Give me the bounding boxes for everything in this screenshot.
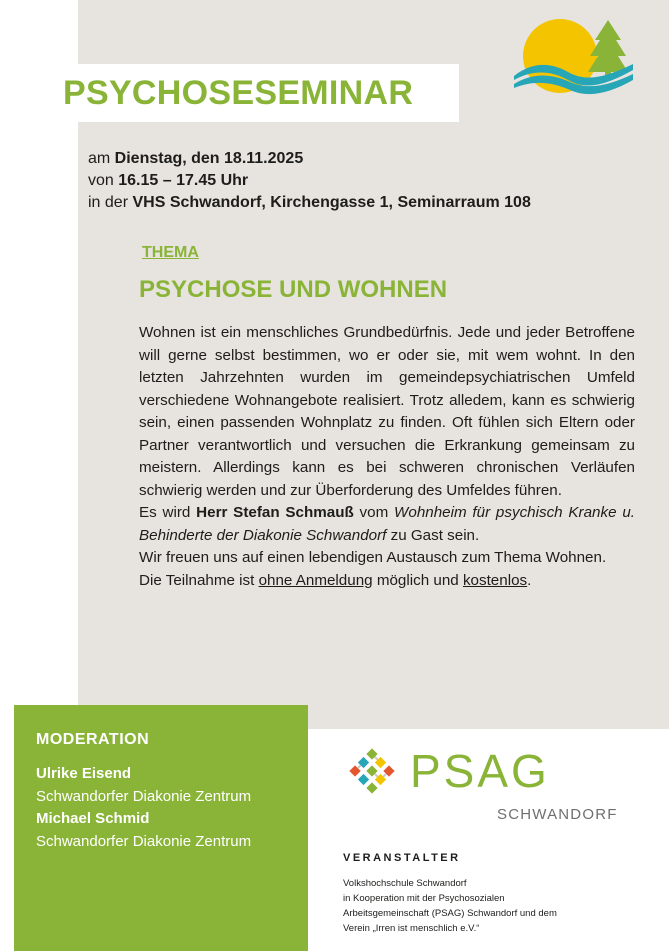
topic-title: PSYCHOSE UND WOHNEN	[139, 276, 448, 303]
psag-logo-subtext: SCHWANDORF	[497, 806, 618, 823]
topic-description	[139, 322, 635, 592]
exchange-paragraph: Wir freuen uns auf einen lebendigen Austausch zum Thema Wohnen.	[139, 549, 607, 566]
topic-body-paragraph: Wohnen ist ein menschliches Grundbedürfnis. Jede und jeder Betroffene will gerne selbst bestimmen, wo er oder sie, mit wem wohnt. In den letzten Jahrzehnten wurden im gemeindepsychiatrischen Umfeld verschiedene Wohnangebote realisiert. Trotz alledem, kann es schwierig sein, einen passenden Wohnplatz zu finden. Oft fühlen sich Eltern oder Partner verantwortlich und versuchen die Erkrankung gemeinsam zu meistern. Allerdings kann es bei schweren chronischen Verläufen schwierig werden und zur Überforderung des Umfeldes führen.	[139, 324, 635, 499]
woven-squares-logo-icon	[346, 745, 398, 797]
moderation-box	[14, 705, 308, 951]
moderator-organization: Schwandorfer Diakonie Zentrum	[36, 833, 252, 850]
organizer-line: in Kooperation mit der Psychosozialen	[343, 893, 505, 904]
guest-paragraph: Es wird Herr Stefan Schmauß vom Wohnheim für psychisch Kranke u. Behinderte der Diakonie Schwandorf zu Gast sein.	[139, 504, 635, 544]
moderation-heading: MODERATION	[36, 731, 150, 748]
moderator-name: Ulrike Eisend	[36, 765, 132, 782]
event-place-line: in der VHS Schwandorf, Kirchengasse 1, Seminarraum 108	[88, 194, 531, 211]
registration-paragraph: Die Teilnahme ist ohne Anmeldung möglich und kostenlos.	[139, 571, 532, 589]
organizer-line: Volkshochschule Schwandorf	[343, 878, 467, 889]
guest-name: Herr Stefan Schmauß	[196, 504, 354, 521]
sun-tree-water-logo-icon	[512, 14, 634, 98]
organizer-line: Verein „Irren ist menschlich e.V.“	[343, 923, 480, 934]
psag-logo-text: PSAG	[410, 745, 550, 797]
no-registration-text: ohne Anmeldung	[258, 571, 373, 589]
event-time: 16.15 – 17.45 Uhr	[118, 172, 249, 189]
moderator-name: Michael Schmid	[36, 810, 150, 827]
event-place: VHS Schwandorf, Kirchengasse 1, Seminarraum 108	[132, 194, 531, 211]
organizer-description	[343, 876, 643, 936]
page-title: PSYCHOSESEMINAR	[63, 74, 414, 112]
event-date: Dienstag, den 18.11.2025	[114, 150, 304, 167]
event-date-line: am Dienstag, den 18.11.2025	[88, 150, 304, 167]
organizer-line: Arbeitsgemeinschaft (PSAG) Schwandorf und dem	[343, 908, 557, 919]
free-of-charge-text: kostenlos	[462, 571, 528, 589]
event-time-line: von 16.15 – 17.45 Uhr	[88, 172, 249, 189]
topic-label: THEMA	[142, 244, 199, 261]
guest-organization: Wohnheim für psychisch Kranke u. Behinderte der Diakonie Schwandorf	[139, 504, 635, 544]
moderator-organization: Schwandorfer Diakonie Zentrum	[36, 788, 252, 805]
organizer-heading: VERANSTALTER	[343, 852, 461, 864]
